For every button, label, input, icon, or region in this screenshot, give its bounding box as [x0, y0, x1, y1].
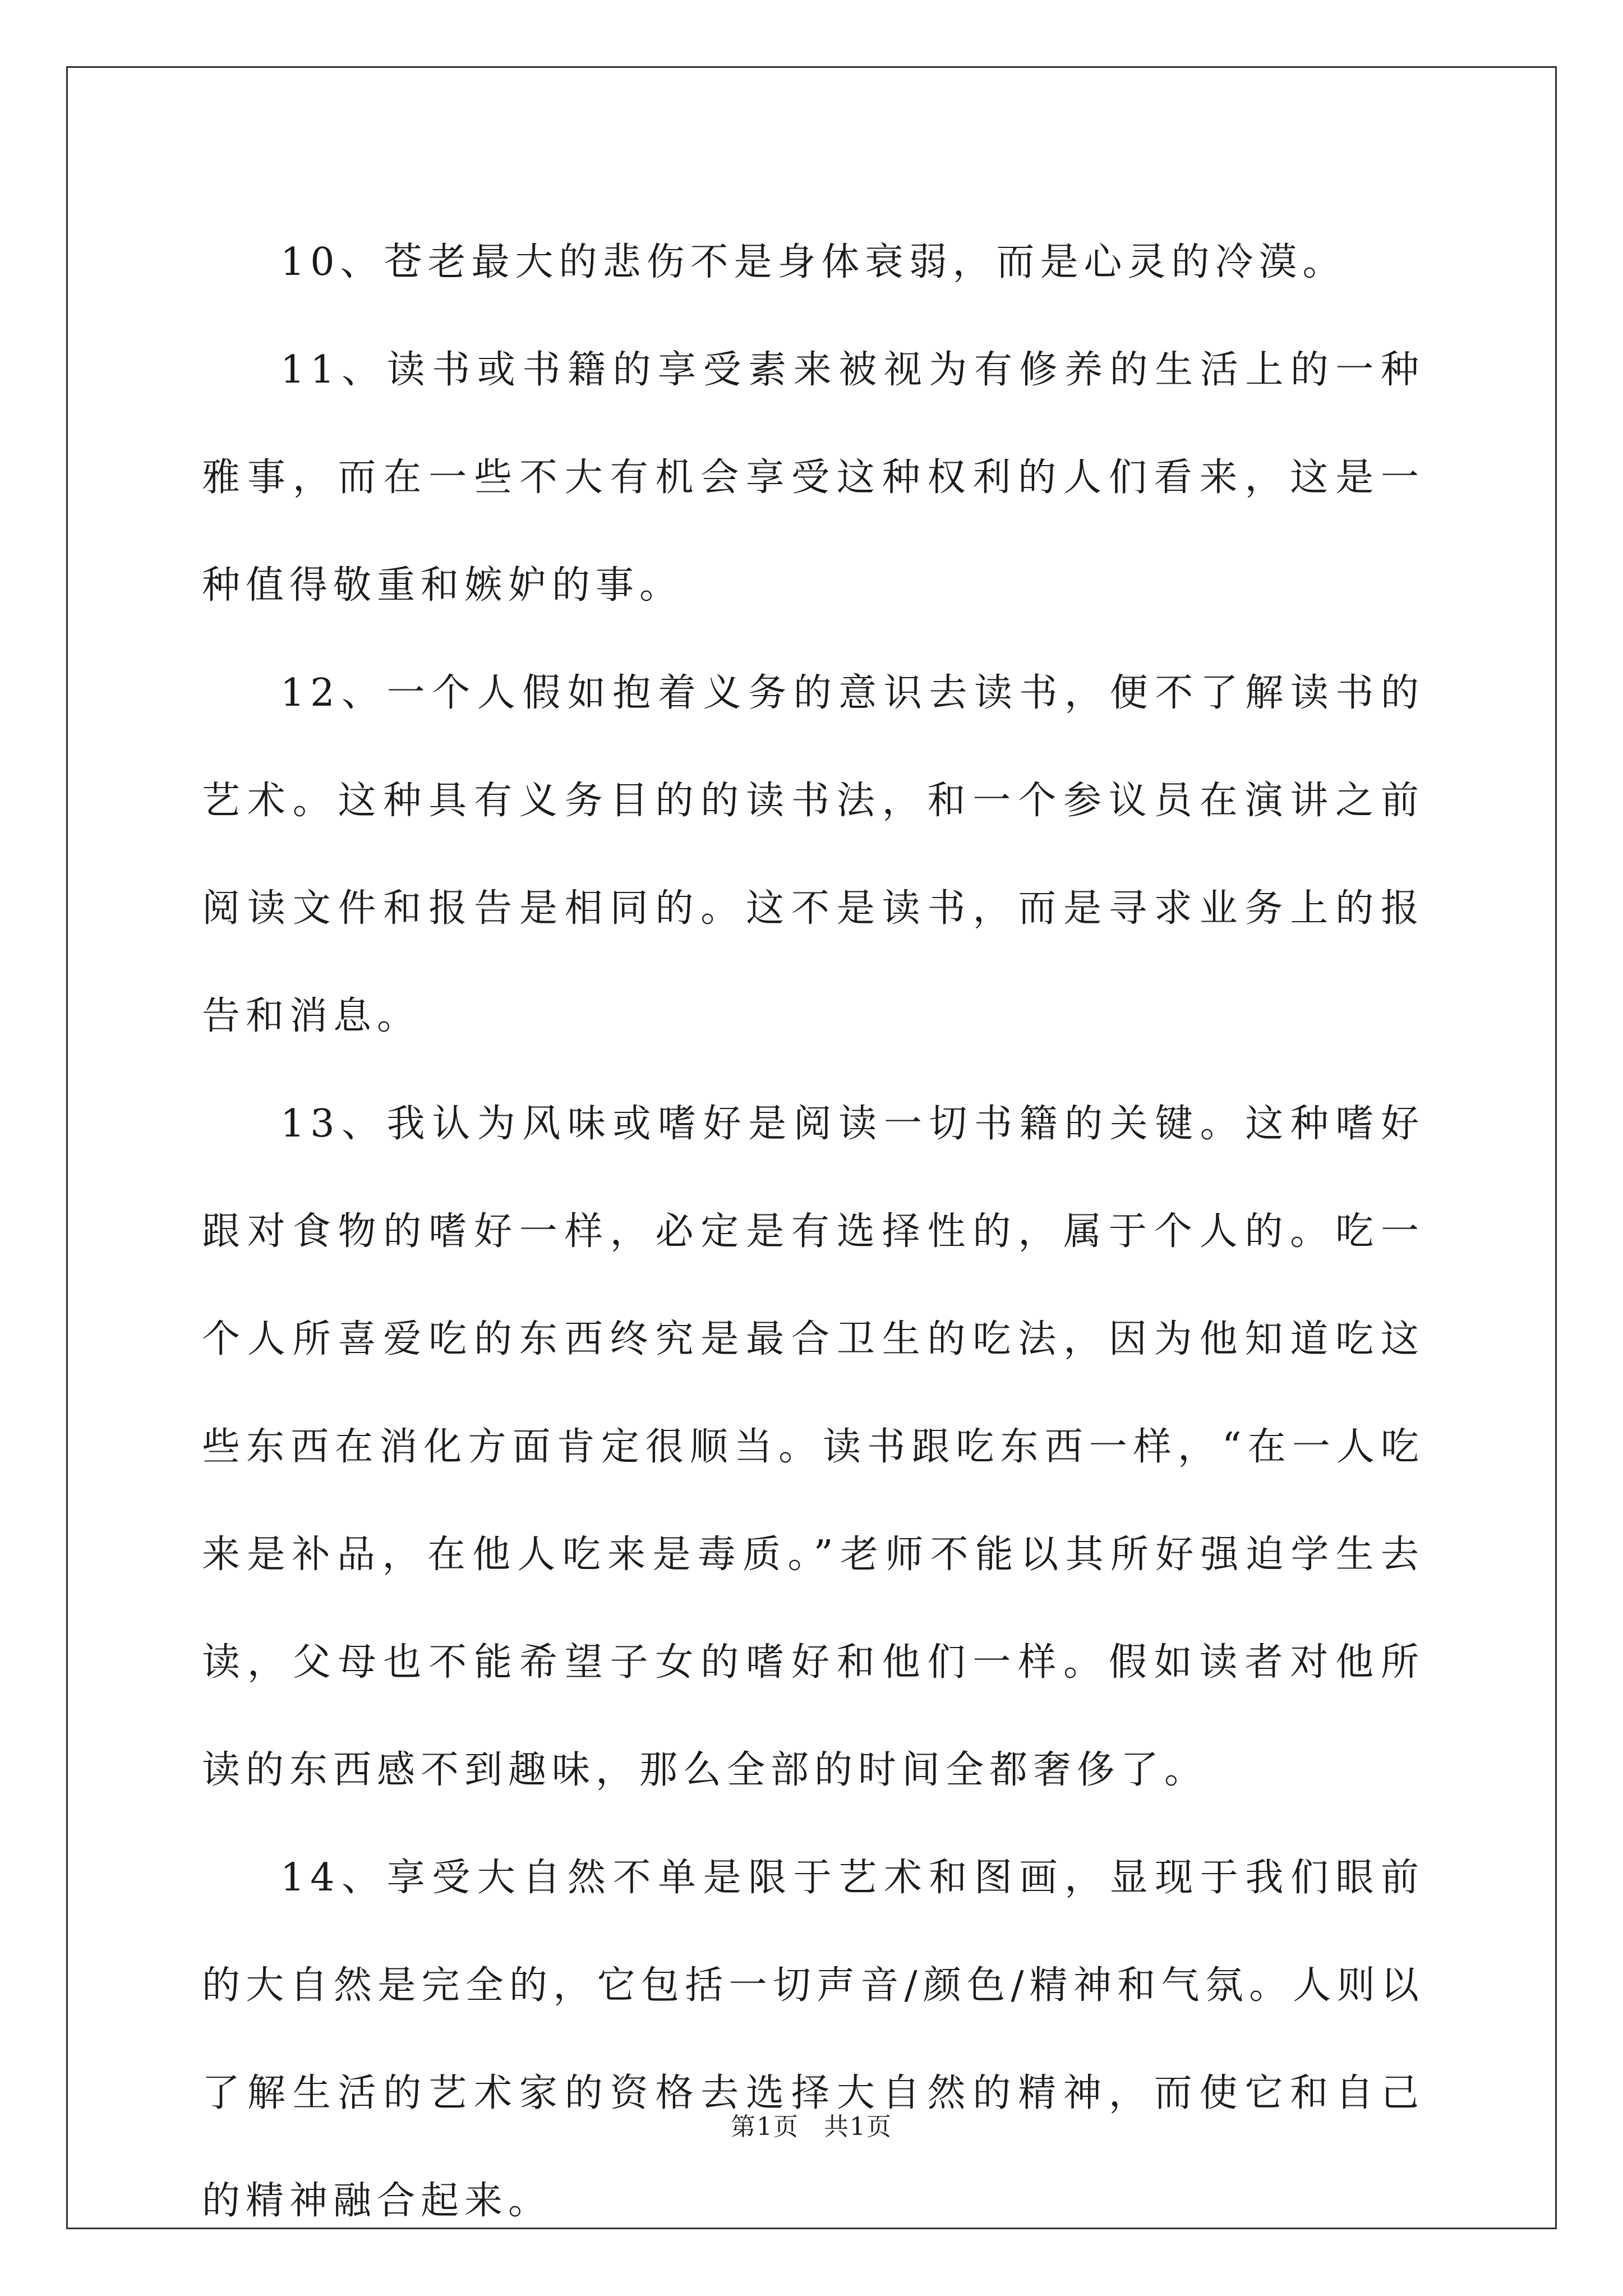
- paragraph-14: 14、享受大自然不单是限于艺术和图画，显现于我们眼前的大自然是完全的，它包括一切声音/颜色/精神和气氛。人则以了解生活的艺术家的资格去选择大自然的精神，而使它和自己的精神融合起来。: [202, 1856, 1424, 2223]
- paragraph-13: 13、我认为风味或嗜好是阅读一切书籍的关键。这种嗜好跟对食物的嗜好一样，必定是有选择性的，属于个人的。吃一个人所喜爱吃的东西终究是最合卫生的吃法，因为他知道吃这些东西在消化方面肯定很顺当。读书跟吃东西一样，“在一人吃来是补品，在他人吃来是毒质。”老师不能以其所好强迫学生去读，父母也不能希望子女的嗜好和他们一样。假如读者对他所读的东西感不到趣味，那么全部的时间全都奢侈了。: [202, 1102, 1425, 1792]
- page-footer: [0, 2106, 1623, 2142]
- paragraph-12: 12、一个人假如抱着义务的意识去读书，便不了解读书的艺术。这种具有义务目的的读书法，和一个参议员在演讲之前阅读文件和报告是相同的。这不是读书，而是寻求业务上的报告和消息。: [202, 671, 1424, 1038]
- paragraph-10: 10、苍老最大的悲伤不是身体衰弱，而是心灵的冷漠。: [280, 240, 1347, 284]
- page-number: 第1页: [731, 2113, 799, 2141]
- paragraph-11: 11、读书或书籍的享受素来被视为有修养的生活上的一种雅事，而在一些不大有机会享受这种权利的人们看来，这是一种值得敬重和嫉妒的事。: [202, 348, 1424, 608]
- document-body: [202, 209, 1424, 2255]
- page-count: 共1页: [824, 2113, 892, 2141]
